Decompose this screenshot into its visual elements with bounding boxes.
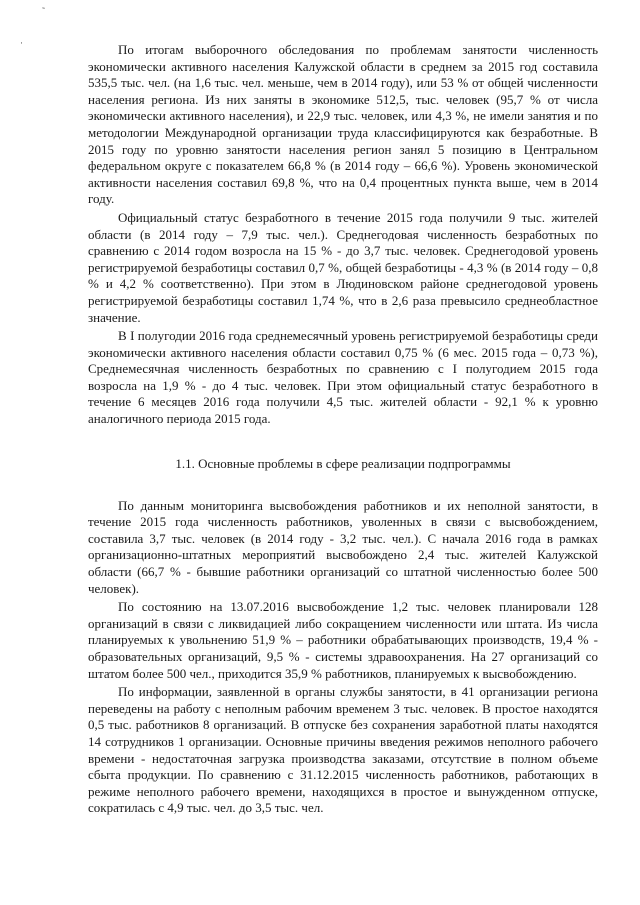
- paragraph-employment-survey: По итогам выборочного обследования по проблемам занятости численность экономически активного населения Калужской области в среднем за 2015 год составила 535,5 тыс. чел. (на 1,6 тыс. чел. меньше, чем в 2014 году), или 53 % от общей численности населения региона. Из них заняты в экономике 512,5, тыс. человек (95,7 % от числа экономически активного населения), и 22,9 тыс. человек, или 4,3 %, не имели занятия и по методологии Международной организации труда классифицируются как безработные. В 2015 году по уровню занятости населения регион занял 5 позицию в Центральном федеральном округе с показателем 66,8 % (в 2014 году – 66,6 %). Уровень экономической активности населения составил 69,8 %, что на 0,4 процентных пункта выше, чем в 2014 году.: [88, 42, 598, 207]
- paragraph-first-half-2016: В I полугодии 2016 года среднемесячный уровень регистрируемой безработицы среди экономически активного населения области составил 0,75 % (6 мес. 2015 года – 0,73 %), Среднемесячная численность безработных по сравнению с I полугодием 2015 года возросла на 1,9 % - до 4 тыс. человек. При этом официальный статус безработного в течение 6 месяцев 2016 года получили 4,5 тыс. жителей области - 92,1 % к уровню аналогичного периода 2015 года.: [88, 328, 598, 427]
- paragraph-part-time-work: По информации, заявленной в органы службы занятости, в 41 организации региона переведены на работу с неполным рабочим временем 3 тыс. человек. В простое находятся 0,5 тыс. работников 8 организаций. В отпуске без сохранения заработной платы находятся 14 сотрудников 1 организации. Основные причины введения режимов неполного рабочего времени - недостаточная загрузка производства заказами, отсутствие в полном объеме сбыта продукции. По сравнению с 31.12.2015 численность работников, работающих в режиме неполного рабочего времени, находящихся в простое и вынужденном отпуске, сократилась с 4,9 тыс. чел. до 3,5 тыс. чел.: [88, 684, 598, 816]
- paragraph-planned-layoffs: По состоянию на 13.07.2016 высвобождение 1,2 тыс. человек планировали 128 организаций в связи с ликвидацией либо сокращением численности или штата. Из числа планируемых к увольнению 51,9 % – работники обрабатывающих производств, 19,4 % - образовательных организаций, 9,5 % - системы здравоохранения. На 27 организаций со штатом более 500 чел., приходится 35,9 % работников, планируемых к высвобождению.: [88, 599, 598, 681]
- scan-mark-left: ·: [20, 38, 23, 48]
- paragraph-unemployed-status: Официальный статус безработного в течение 2015 года получили 9 тыс. жителей области (в 2014 году – 7,9 тыс. чел.). Среднегодовая численность безработных по сравнению с 2014 годом возросла на 15 % - до 3,7 тыс. человек. Среднегодовой уровень регистрируемой безработицы составил 0,7 %, общей безработицы - 4,3 % (в 2014 году – 0,8 % и 4,2 % соответственно). При этом в Людиновском районе среднегодовой уровень регистрируемой безработицы составил 1,74 %, что в 2,6 раза превысило среднеобластное значение.: [88, 209, 598, 325]
- section-heading: 1.1. Основные проблемы в сфере реализации подпрограммы: [175, 455, 511, 471]
- document-page: [88, 42, 598, 817]
- scan-mark-top: ˜: [42, 6, 45, 16]
- paragraph-layoff-monitoring: По данным мониторинга высвобождения работников и их неполной занятости, в течение 2015 года численность работников, уволенных в связи с высвобождением, составила 3,7 тыс. человек (в 2014 году - 3,2 тыс. чел.). С начала 2016 года в рамках организационно-штатных мероприятий высвобождено 2,4 тыс. жителей Калужской области (66,7 % - бывшие работники организаций со штатной численностью более 500 человек).: [88, 497, 598, 596]
